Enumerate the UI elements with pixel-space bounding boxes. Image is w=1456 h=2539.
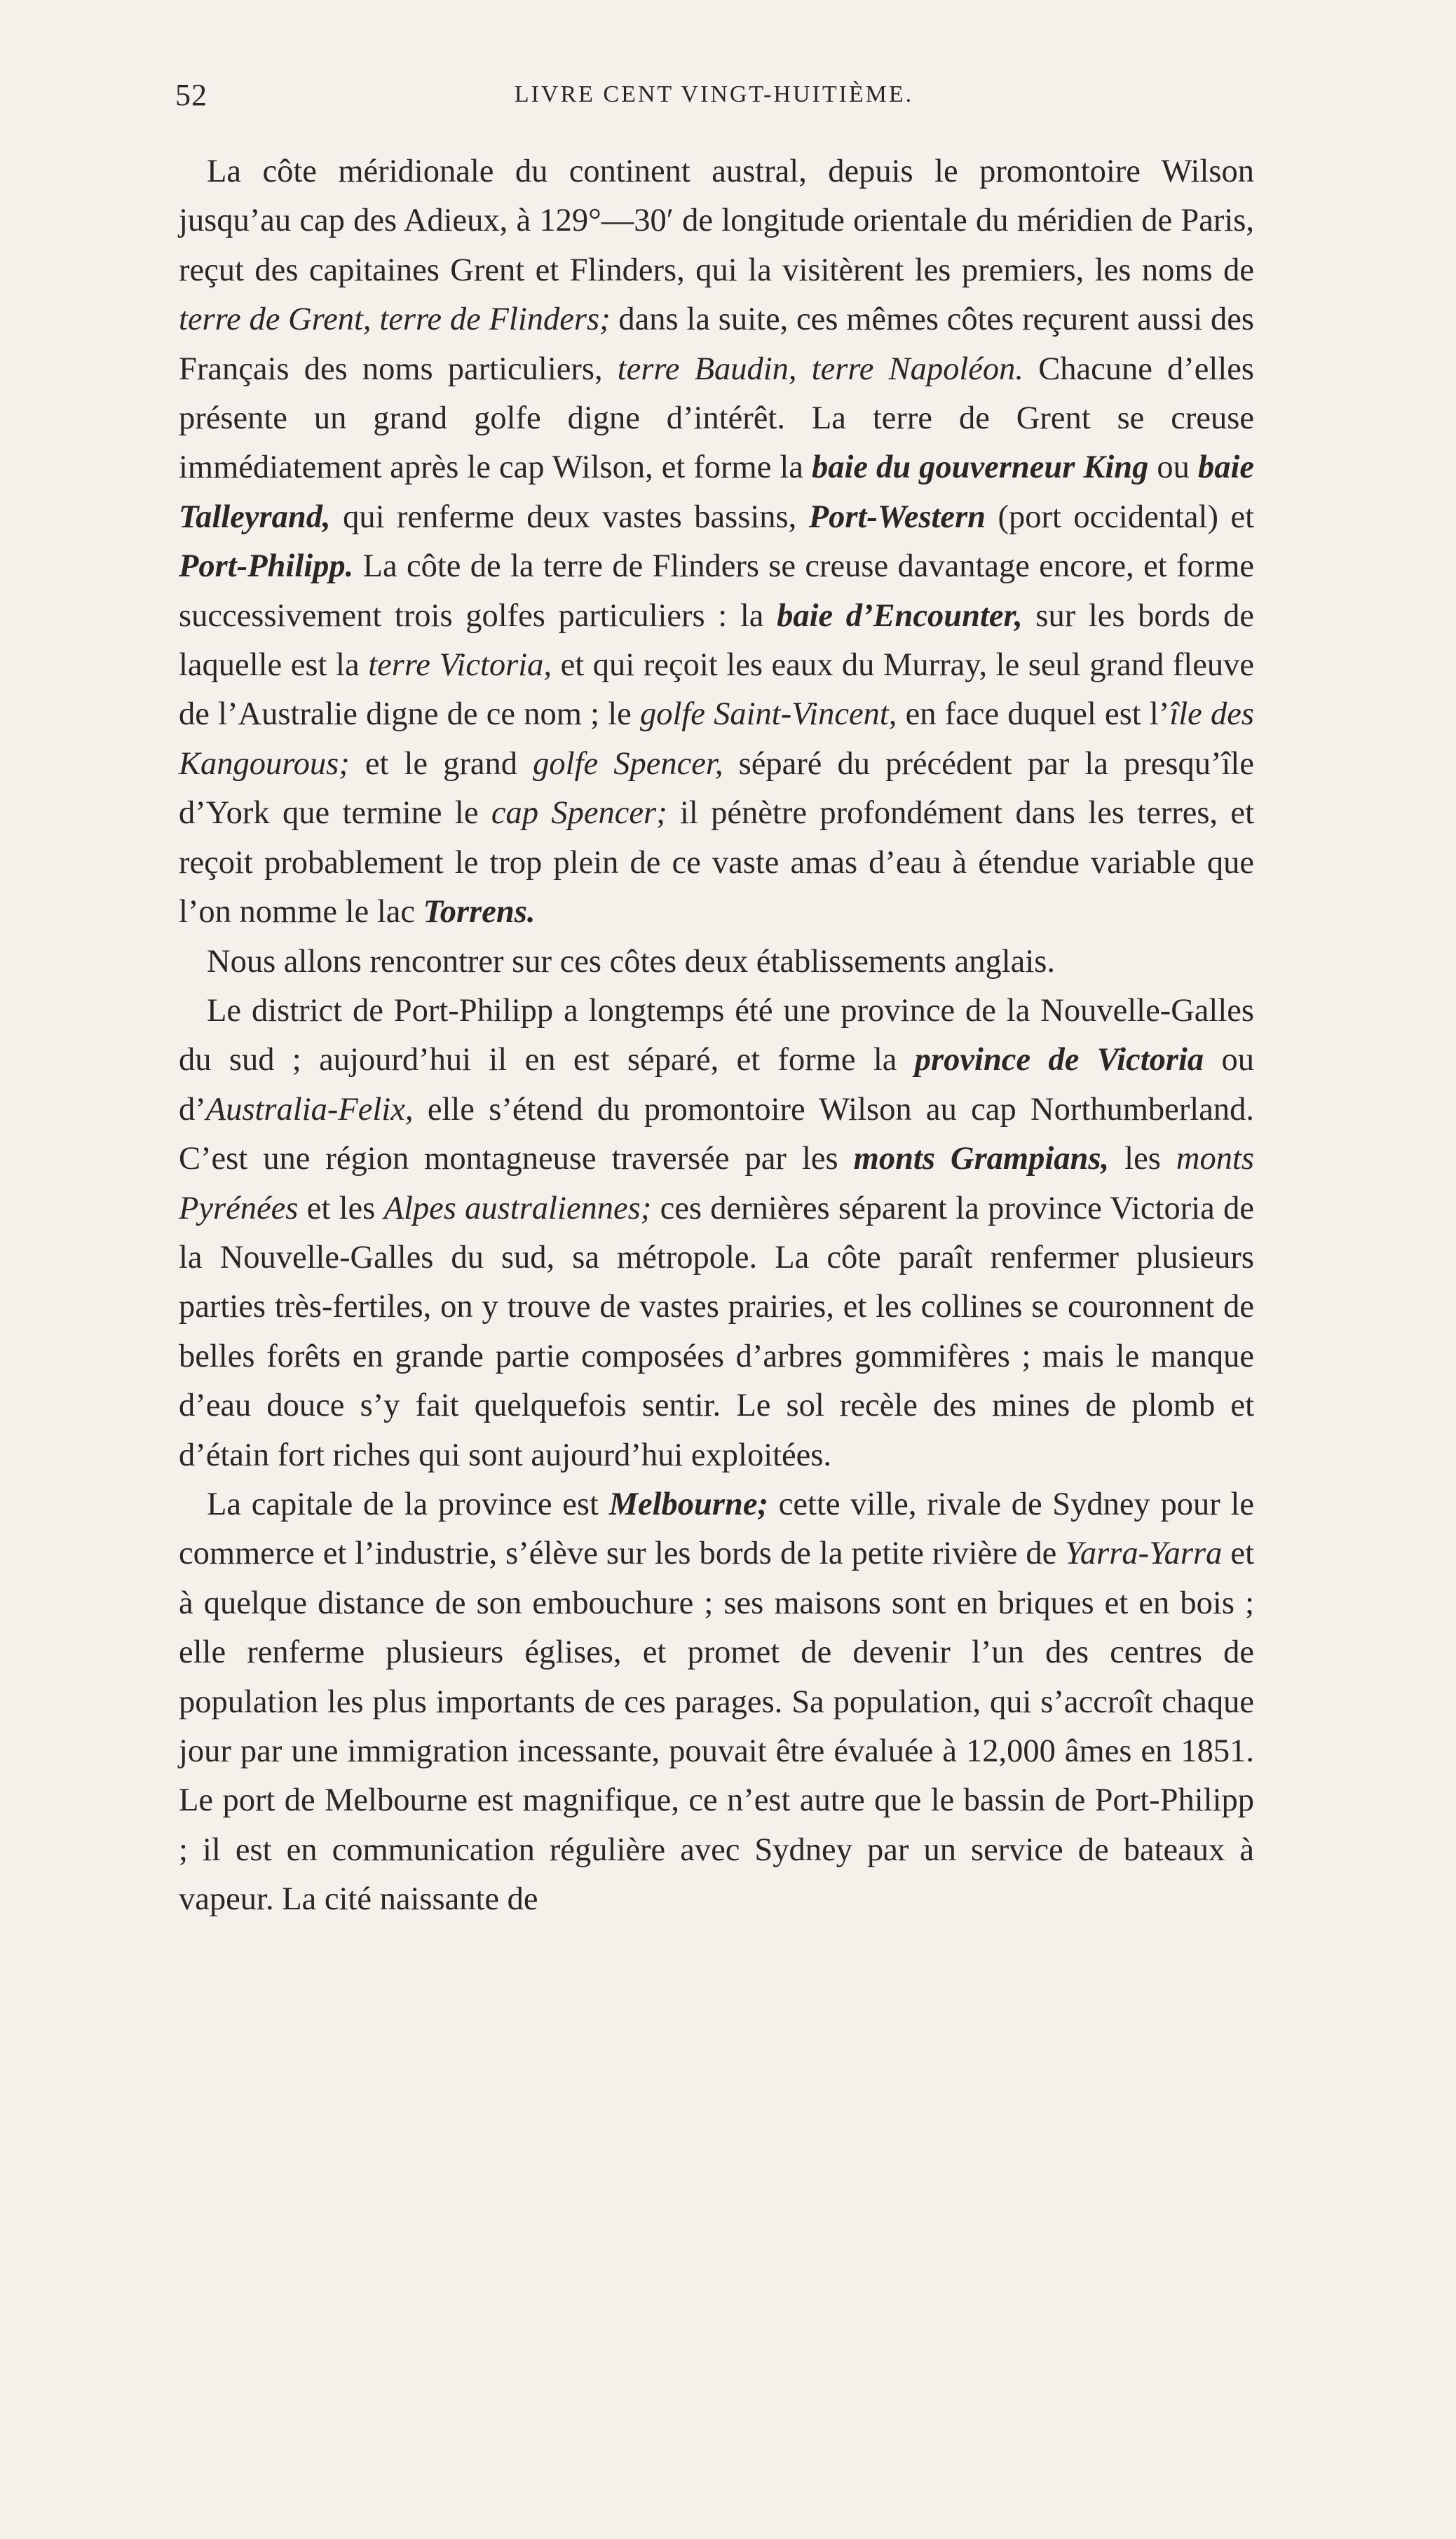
running-head (175, 77, 1253, 119)
text-run: et les (298, 1190, 384, 1226)
italic-term: Alpes australiennes; (383, 1190, 652, 1226)
bold-italic-term: baie Talleyrand, (179, 449, 1254, 535)
text-run: les (1109, 1141, 1176, 1177)
text-run: (port occidental) et (986, 499, 1255, 535)
text-run: Nous allons rencontrer sur ces côtes deux établissements anglais. (207, 943, 1055, 980)
italic-term: Australia-Felix, (205, 1091, 414, 1128)
text-run: Le district de Port-Philipp a longtemps été une province de la Nouvelle-Galles du sud ; aujourd’hui il en est séparé, et forme la (179, 992, 1254, 1078)
italic-term: Yarra-Yarra (1065, 1536, 1223, 1572)
italic-term: cap Spencer; (491, 795, 667, 832)
paragraph (179, 987, 1254, 1480)
page-number: 52 (175, 78, 207, 112)
body-text (179, 147, 1254, 1925)
text-run: il pénètre profondément dans les terres, et reçoit probablement le trop plein de ce vaste amas d’eau à étendue variable que l’on nomme le lac (179, 795, 1254, 930)
text-run: dans la suite, ces mêmes côtes reçurent aussi des Français des noms particuliers, (179, 302, 1254, 387)
bold-italic-term: Melbourne; (608, 1486, 768, 1522)
text-run: Chacune d’elles présente un grand golfe digne d’intérêt. La terre de Grent se creuse immédiatement après le cap Wilson, et forme la (179, 351, 1254, 486)
text-run: La capitale de la province est (207, 1486, 609, 1522)
text-run: cette ville, rivale de Sydney pour le commerce et l’industrie, s’élève sur les bords de la petite rivière de (179, 1486, 1255, 1572)
text-run: et à quelque distance de son embouchure ; ses maisons sont en briques et en bois ; elle renferme plusieurs églises, et promet de devenir l’un des centres de population les plus importants de ces parages. Sa population, qui s’accroît chaque jour par une immigration incessante, pouvait être évaluée à 12,000 âmes en 1851. Le port de Melbourne est magnifique, ce n’est autre que le bassin de Port-Philipp ; il est en communication régulière avec Sydney par un service de bateaux à vapeur. La cité naissante de (179, 1536, 1254, 1918)
text-run: séparé du précédent par la presqu’île d’York que termine le (179, 745, 1254, 832)
bold-italic-term: province de Victoria (914, 1042, 1204, 1078)
text-run: elle s’étend du promontoire Wilson au cap Northumberland. C’est une région montagneuse traversée par les (179, 1091, 1254, 1177)
italic-term: île des Kangourous; (179, 696, 1254, 782)
running-title: LIVRE CENT VINGT-HUITIÈME. (514, 81, 914, 107)
text-run: qui renferme deux vastes bassins, (330, 499, 809, 535)
paragraph (179, 937, 1254, 987)
bold-italic-term: baie d’Encounter, (777, 597, 1023, 634)
italic-term: golfe Saint-Vincent, (639, 696, 897, 733)
italic-term: terre de Grent, terre de Flinders; (179, 302, 611, 338)
italic-term: terre Victoria, (368, 647, 552, 684)
text-run: et qui reçoit les eaux du Murray, le seul grand fleuve de l’Australie digne de ce nom ; le (179, 647, 1255, 733)
italic-term: terre Baudin, terre Napoléon. (617, 351, 1024, 387)
text-run: sur les bords de laquelle est la (179, 597, 1254, 684)
text-run: et le grand (349, 745, 533, 782)
paragraph (179, 147, 1254, 937)
paragraph (179, 1480, 1254, 1925)
text-run: ces dernières séparent la province Victoria de la Nouvelle-Galles du sud, sa métropole. La côte paraît renfermer plusieurs parties très-fertiles, on y trouve de vastes prairies, et les collines se couronnent de belles forêts en grande partie composées d’arbres gommifères ; mais le manque d’eau douce s’y fait quelquefois sentir. Le sol recèle des mines de plomb et d’étain fort riches qui sont aujourd’hui exploitées. (179, 1190, 1254, 1473)
bold-italic-term: Torrens. (423, 894, 536, 930)
bold-italic-term: monts Grampians, (853, 1141, 1110, 1177)
bold-italic-term: Port-Philipp. (179, 548, 354, 585)
text-run: La côte de la terre de Flinders se creuse davantage encore, et forme successivement trois golfes particuliers : la (179, 548, 1254, 634)
text-run: La côte méridionale du continent austral, depuis le promontoire Wilson jusqu’au cap des Adieux, à 129°—30′ de longitude orientale du méridien de Paris, reçut des capitaines Grent et Flinders, qui la visitèrent les premiers, les noms de (179, 154, 1254, 288)
bold-italic-term: baie du gouverneur King (811, 449, 1149, 486)
italic-term: monts Pyrénées (179, 1141, 1254, 1226)
text-run: ou d’ (179, 1042, 1254, 1128)
text-run: ou (1148, 449, 1198, 486)
italic-term: golfe Spencer, (533, 745, 723, 782)
text-run: en face duquel est l’ (897, 696, 1170, 733)
bold-italic-term: Port-Western (808, 499, 986, 535)
